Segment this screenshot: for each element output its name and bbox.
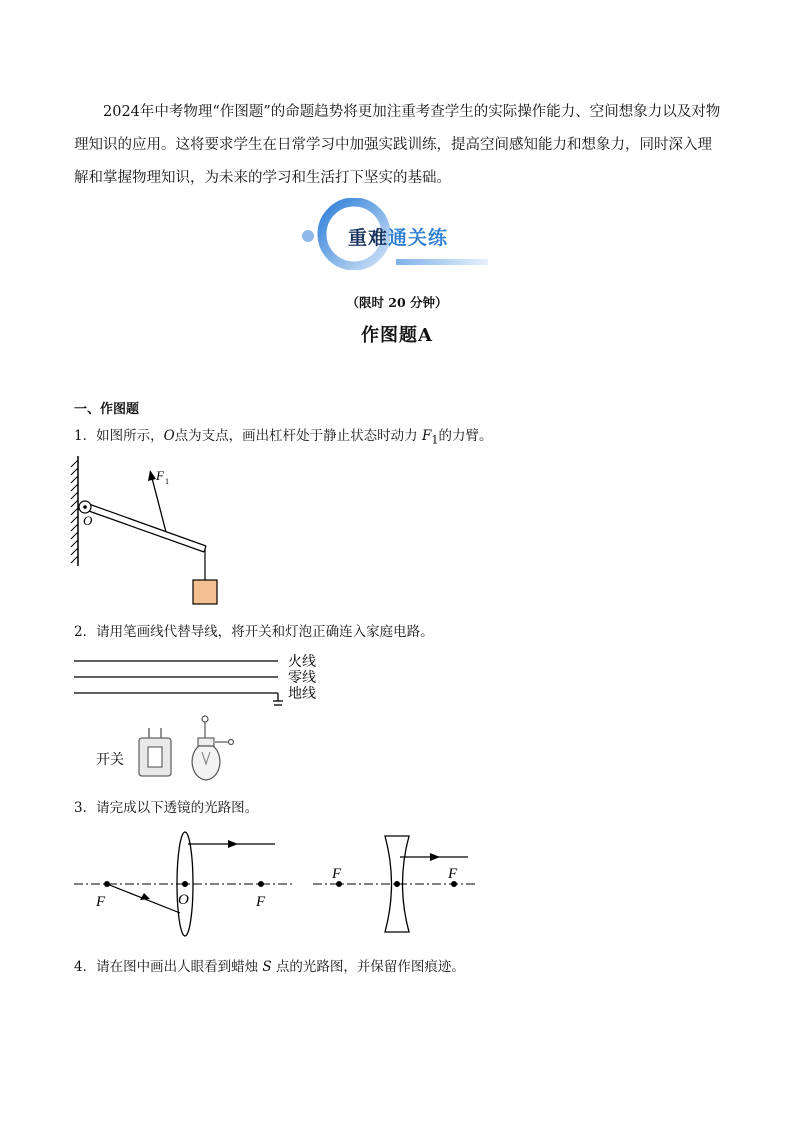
neutral-wire-label: 零线 <box>288 670 316 686</box>
force-arrow-icon <box>148 470 156 481</box>
question-text: 请完成以下透镜的光路图。 <box>96 800 259 816</box>
center-label: O <box>178 892 189 908</box>
live-wire-label: 火线 <box>288 654 316 670</box>
ground-wire-label: 地线 <box>288 686 316 702</box>
ray-arrow-icon <box>228 840 238 848</box>
page-title: 作图题A <box>361 325 433 346</box>
question-text: 如图所示， <box>96 428 164 444</box>
ray-arrow-icon <box>430 853 440 861</box>
circuit-figure <box>70 648 340 788</box>
question-3 <box>74 796 258 816</box>
weight-block <box>193 580 217 604</box>
focus-label-right: F <box>256 894 266 910</box>
bulb-icon <box>192 716 233 780</box>
question-number: 4． <box>74 959 97 975</box>
question-number: 3． <box>74 800 97 816</box>
question-1 <box>74 424 493 447</box>
pivot-var: O <box>163 428 175 444</box>
lens-figure <box>70 826 490 946</box>
pivot-label: O <box>83 513 93 528</box>
banner-title-part1: 重难 <box>348 227 389 249</box>
time-limit: （限时 20 分钟） <box>346 295 448 310</box>
question-text: 请在图中画出人眼看到蜡烛 <box>96 959 263 975</box>
question-4 <box>74 955 465 975</box>
ray-arrow-icon <box>140 893 150 900</box>
banner-title <box>348 223 448 250</box>
switch-label: 开关 <box>96 752 124 768</box>
focus-label-left: F <box>96 894 106 910</box>
intro-paragraph: 2024年中考物理“作图题”的命题趋势将更加注重考查学生的实际操作能力、空间想象力以及对物理知识的应用。这将要求学生在日常学习中加强实践训练，提高空间感知能力和想象力，同时深入理解和掌握物理知识，为未来的学习和生活打下坚实的基础。 <box>74 104 721 186</box>
question-number: 2． <box>74 624 97 640</box>
question-text: 的力臂。 <box>438 428 493 444</box>
question-text: 点为支点，画出杠杆处于静止状态时动力 <box>174 428 422 444</box>
force-sub: 1 <box>431 433 439 447</box>
banner-dot-icon <box>302 230 314 242</box>
banner-title-part2: 通关练 <box>388 227 449 249</box>
force-label-sub: 1 <box>165 477 169 486</box>
question-2 <box>74 620 434 640</box>
question-text: 请用笔画线代替导线，将开关和灯泡正确连入家庭电路。 <box>96 624 434 640</box>
switch-icon <box>139 728 171 776</box>
concave-focus-label-right: F <box>448 866 458 882</box>
concave-focus-label-left: F <box>332 866 342 882</box>
question-number: 1． <box>74 428 97 444</box>
force-label: F <box>156 468 164 483</box>
question-text: 点的光路图，并保留作图痕迹。 <box>271 959 465 975</box>
lever-figure <box>66 450 236 610</box>
force-var: F <box>421 428 432 444</box>
point-var: S <box>262 959 272 975</box>
section-heading: 一、作图题 <box>74 402 140 417</box>
